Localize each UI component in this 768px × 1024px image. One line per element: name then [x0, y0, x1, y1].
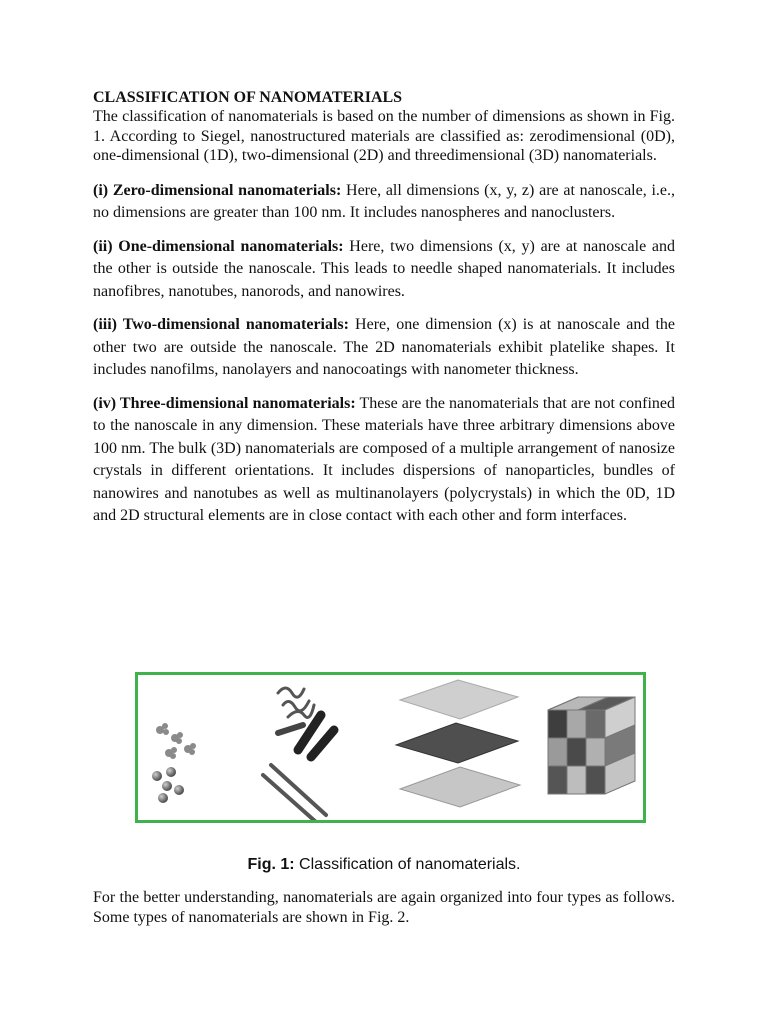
paragraph-text: These are the nanomaterials that are not confined to the nanoscale in any dimension. These materials have three arbitrary dimensions above 100 nm. The bulk (3D) nanomaterials are composed of a multiple arrangement of nanosize crystals in different orientations. It includes dispersions of nanoparticles, bundles of nanowires and nanotubes as well as multinanolayers (polycrystals) in which the 0D, 1D and 2D structural elements are in close contact with each other and form interfaces. [93, 394, 676, 524]
closing-paragraph: For the better understanding, nanomaterials are again organized into four types as follows. Some types of nanomaterials are shown in Fig. 2. [93, 889, 675, 926]
paragraph-text: Here, one dimension (x) is at nanoscale and the other two are outside the nanoscale. The 2D nanomaterials exhibit platelike shapes. It includes nanofilms, nanolayers and nanocoatings with nanometer thickness. [93, 316, 675, 378]
two-dimensional-plates [396, 680, 520, 807]
text-body [93, 88, 675, 528]
caption-label: Fig. 1: [247, 856, 295, 873]
paragraph-text: Here, all dimensions (x, y, z) are at nanoscale, i.e., no dimensions are greater than 100 nm. It includes nanospheres and nanoclusters. [93, 181, 676, 221]
zero-dimensional-particles [152, 723, 196, 803]
paragraph-label: (ii) One-dimensional nanomaterials: [93, 237, 344, 255]
figure-illustration [138, 675, 643, 820]
two-dimensional-paragraph [93, 314, 675, 382]
three-dimensional-paragraph [93, 393, 675, 528]
paragraph-label: (iv) Three-dimensional nanomaterials: [93, 394, 356, 412]
paragraph-label: (i) Zero-dimensional nanomaterials: [93, 181, 342, 199]
caption-text: Classification of nanomaterials. [294, 856, 521, 873]
paragraph-text: Here, two dimensions (x, y) are at nanoscale and the other is outside the nanoscale. This leads to needle shaped nanomaterials. It includes nanofibres, nanotubes, nanorods, and nanowires. [93, 237, 676, 300]
three-dimensional-cube [548, 697, 635, 794]
figure-caption [0, 856, 768, 874]
paragraph-label: (iii) Two-dimensional nanomaterials: [93, 316, 349, 333]
zero-dimensional-paragraph [93, 180, 675, 225]
one-dimensional-paragraph [93, 236, 675, 304]
section-heading: CLASSIFICATION OF NANOMATERIALS [93, 89, 403, 106]
intro-paragraph: The classification of nanomaterials is based on the number of dimensions as shown in Fig. 1. According to Siegel, nanostructured materials are classified as: zerodimensional (0D), one-dimensional (1D), two-dimensional (2D) and threedimensional (3D) nanomaterials. [93, 108, 675, 164]
one-dimensional-structures [263, 688, 334, 820]
nanomaterials-figure [135, 672, 646, 823]
